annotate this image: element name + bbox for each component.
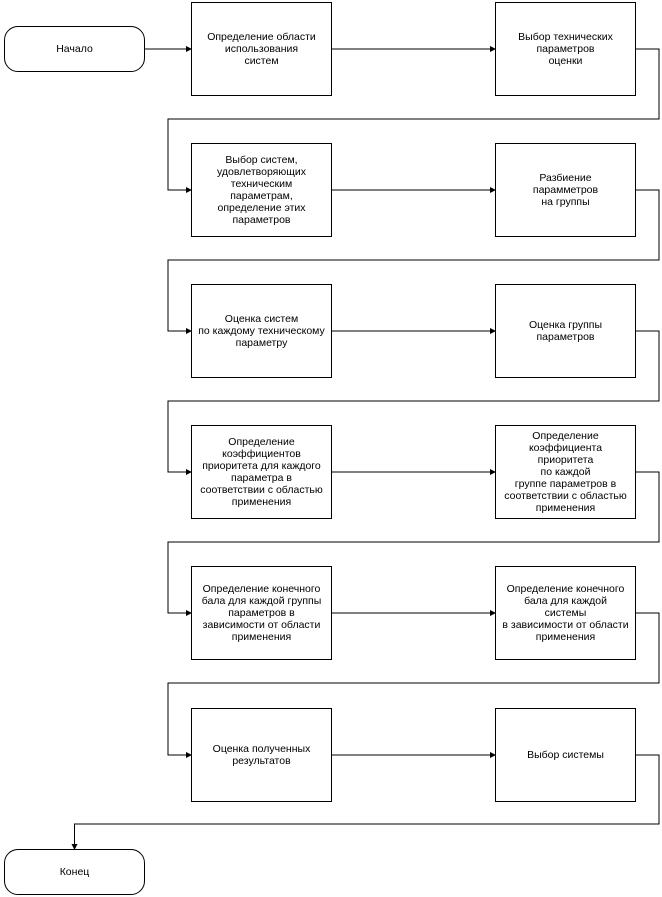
step-select-tech-params: Выбор технических параметров оценки xyxy=(495,2,636,96)
step-choose-system: Выбор системы xyxy=(495,708,636,802)
end-terminal: Конец xyxy=(4,849,145,895)
step-evaluate-systems: Оценка систем по каждому техническому параметру xyxy=(191,284,332,378)
step-group-params: Разбиение парамметров на группы xyxy=(495,143,636,237)
start-terminal: Начало xyxy=(4,26,145,72)
step-param-priority-coefficients: Определение коэффициентов приоритета для каждого параметра в соответствии с областью применения xyxy=(191,425,332,519)
step-select-systems: Выбор систем, удовлетворяющих техническим параметрам, определение этих параметров xyxy=(191,143,332,237)
step-evaluate-results: Оценка полученных результатов xyxy=(191,708,332,802)
step-define-usage-area: Определение области использования систем xyxy=(191,2,332,96)
step-system-final-score: Определение конечного бала для каждой системы в зависимости от области применения xyxy=(495,566,636,660)
step-group-final-score: Определение конечного бала для каждой группы параметров в зависимости от области применения xyxy=(191,566,332,660)
step-evaluate-groups: Оценка группы параметров xyxy=(495,284,636,378)
step-group-priority-coefficient: Определение коэффициента приоритета по каждой группе параметров в соответствии с областью применения xyxy=(495,425,636,519)
